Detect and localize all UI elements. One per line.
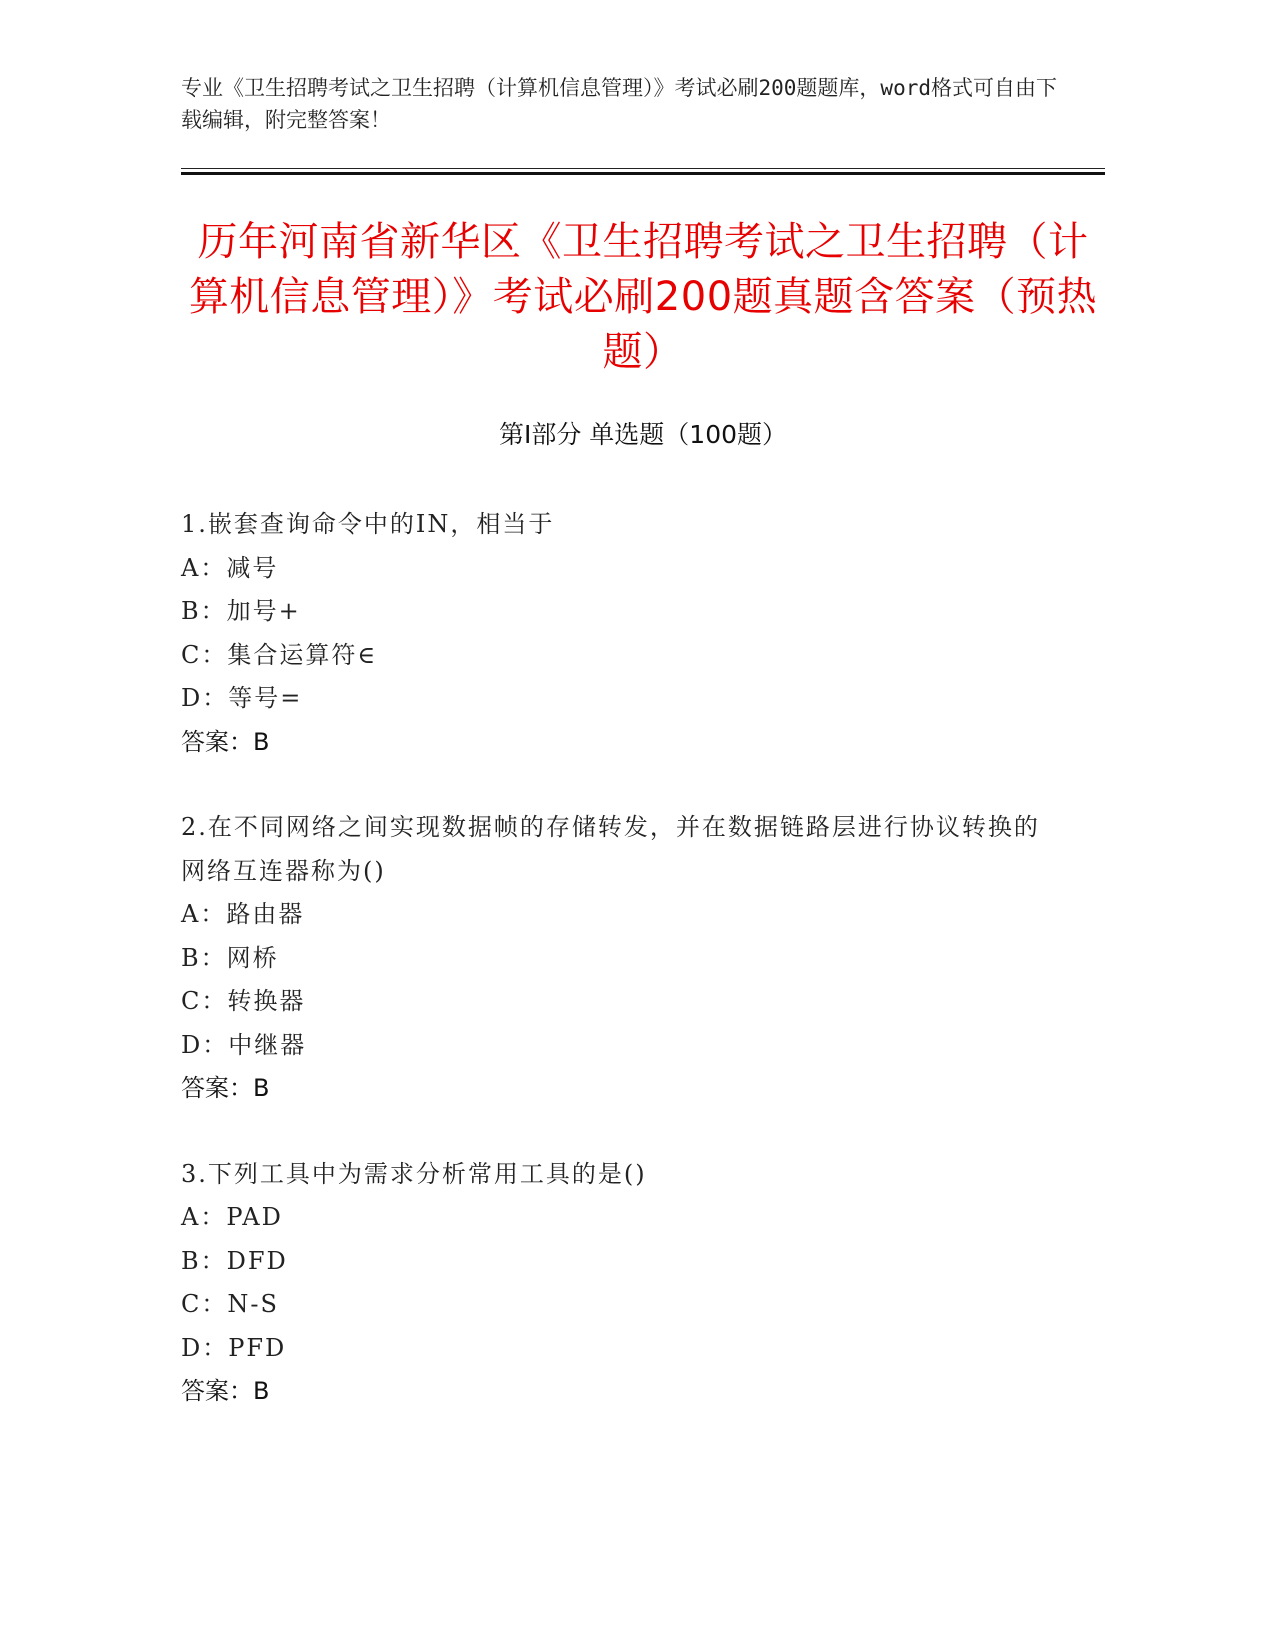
answer: 答案：B — [181, 727, 270, 756]
option-b: B：加号+ — [181, 597, 301, 625]
option-c: C：N-S — [181, 1290, 279, 1318]
answer: 答案：B — [181, 1377, 270, 1405]
answer: 答案：B — [181, 1074, 270, 1102]
option-d: D：中继器 — [181, 1030, 307, 1059]
header-note: 专业《卫生招聘考试之卫生招聘（计算机信息管理）》考试必刷200题题库，word格式可自由下载编辑，附完整答案！ — [181, 76, 1057, 132]
option-a: A：PAD — [181, 1203, 283, 1231]
document-title: 历年河南省新华区《卫生招聘考试之卫生招聘（计算机信息管理）》考试必刷200题真题含答案（预热题） — [188, 219, 1098, 375]
option-a: A：减号 — [181, 553, 279, 582]
question-stem: 2.在不同网络之间实现数据帧的存储转发，并在数据链路层进行协议转换的网络互连器称为() — [181, 813, 1040, 885]
option-d: D：等号= — [181, 684, 303, 712]
question-list — [181, 503, 1061, 1456]
question-stem: 1.嵌套查询命令中的IN，相当于 — [181, 510, 555, 538]
header-rule-thin — [181, 168, 1105, 169]
question-3 — [181, 1153, 1061, 1414]
option-b: B：DFD — [181, 1246, 288, 1275]
question-2 — [181, 806, 1061, 1111]
question-stem: 3.下列工具中为需求分析常用工具的是() — [181, 1159, 647, 1188]
option-c: C：转换器 — [181, 987, 306, 1015]
question-1 — [181, 503, 1061, 764]
header-rule-thick — [181, 172, 1105, 175]
option-c: C：集合运算符∈ — [181, 640, 378, 669]
option-b: B：网桥 — [181, 943, 279, 972]
option-d: D：PFD — [181, 1333, 287, 1362]
section-heading: 第Ⅰ部分 单选题（100题） — [498, 420, 788, 449]
option-a: A：路由器 — [181, 900, 305, 928]
